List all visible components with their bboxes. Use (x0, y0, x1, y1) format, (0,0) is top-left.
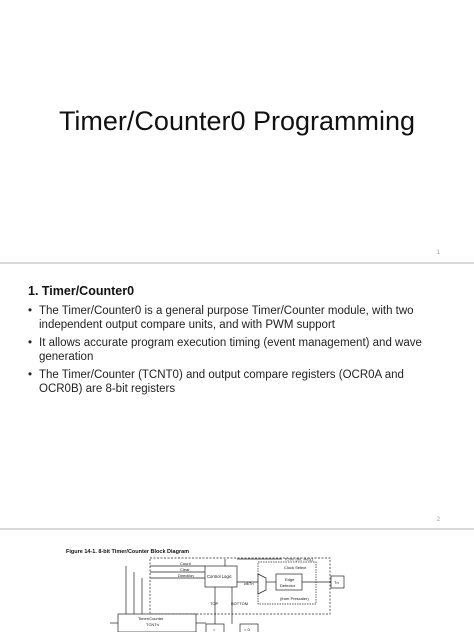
count-label: Count (180, 561, 191, 566)
bottom-label: BOTTOM (231, 601, 249, 606)
clear-label: Clear (180, 567, 190, 572)
detector-label: Detector (280, 583, 296, 588)
clock-select-label: Clock Select (284, 565, 307, 570)
block-diagram (0, 530, 474, 632)
tcnt-label: TCNTn (146, 622, 159, 627)
slide-number: 1 (436, 250, 440, 256)
eq-label: = (213, 627, 216, 632)
bullet-item: • The Timer/Counter0 is a general purpose Timer/Counter module, with two independent output compare units, and with PWM support (28, 304, 448, 332)
timer-counter-label: Timer/Counter (138, 616, 164, 621)
bullet-item: • The Timer/Counter (TCNT0) and output compare registers (OCR0A and OCR0B) are 8-bit registers (28, 368, 448, 396)
clk-label: clkTn (244, 581, 254, 586)
bullet-list (28, 304, 448, 400)
slide-title: Timer/Counter0 Programming (58, 106, 416, 136)
slide-number: 2 (436, 517, 440, 523)
clock-mux (258, 574, 266, 594)
section-heading: 1. Timer/Counter0 (28, 284, 135, 298)
title-slide (0, 0, 474, 262)
control-logic-label: Control Logic (207, 574, 232, 579)
content-slide (0, 264, 474, 528)
top-label: TOP (210, 601, 219, 606)
tn-label: Tn (334, 580, 339, 585)
figure-caption: Figure 14-1. 8-bit Timer/Counter Block Diagram (66, 549, 190, 555)
bullet-item: • It allows accurate program execution timing (event management) and wave generation (28, 336, 448, 364)
edge-label: Edge (285, 577, 295, 582)
tov-label: TOVn (Int. Req.) (284, 556, 314, 562)
zero-label: = 0 (244, 627, 250, 632)
diagram-slide (0, 530, 474, 632)
direction-label: Direction (178, 573, 194, 578)
prescaler-label: (from Prescaler) (280, 596, 309, 601)
